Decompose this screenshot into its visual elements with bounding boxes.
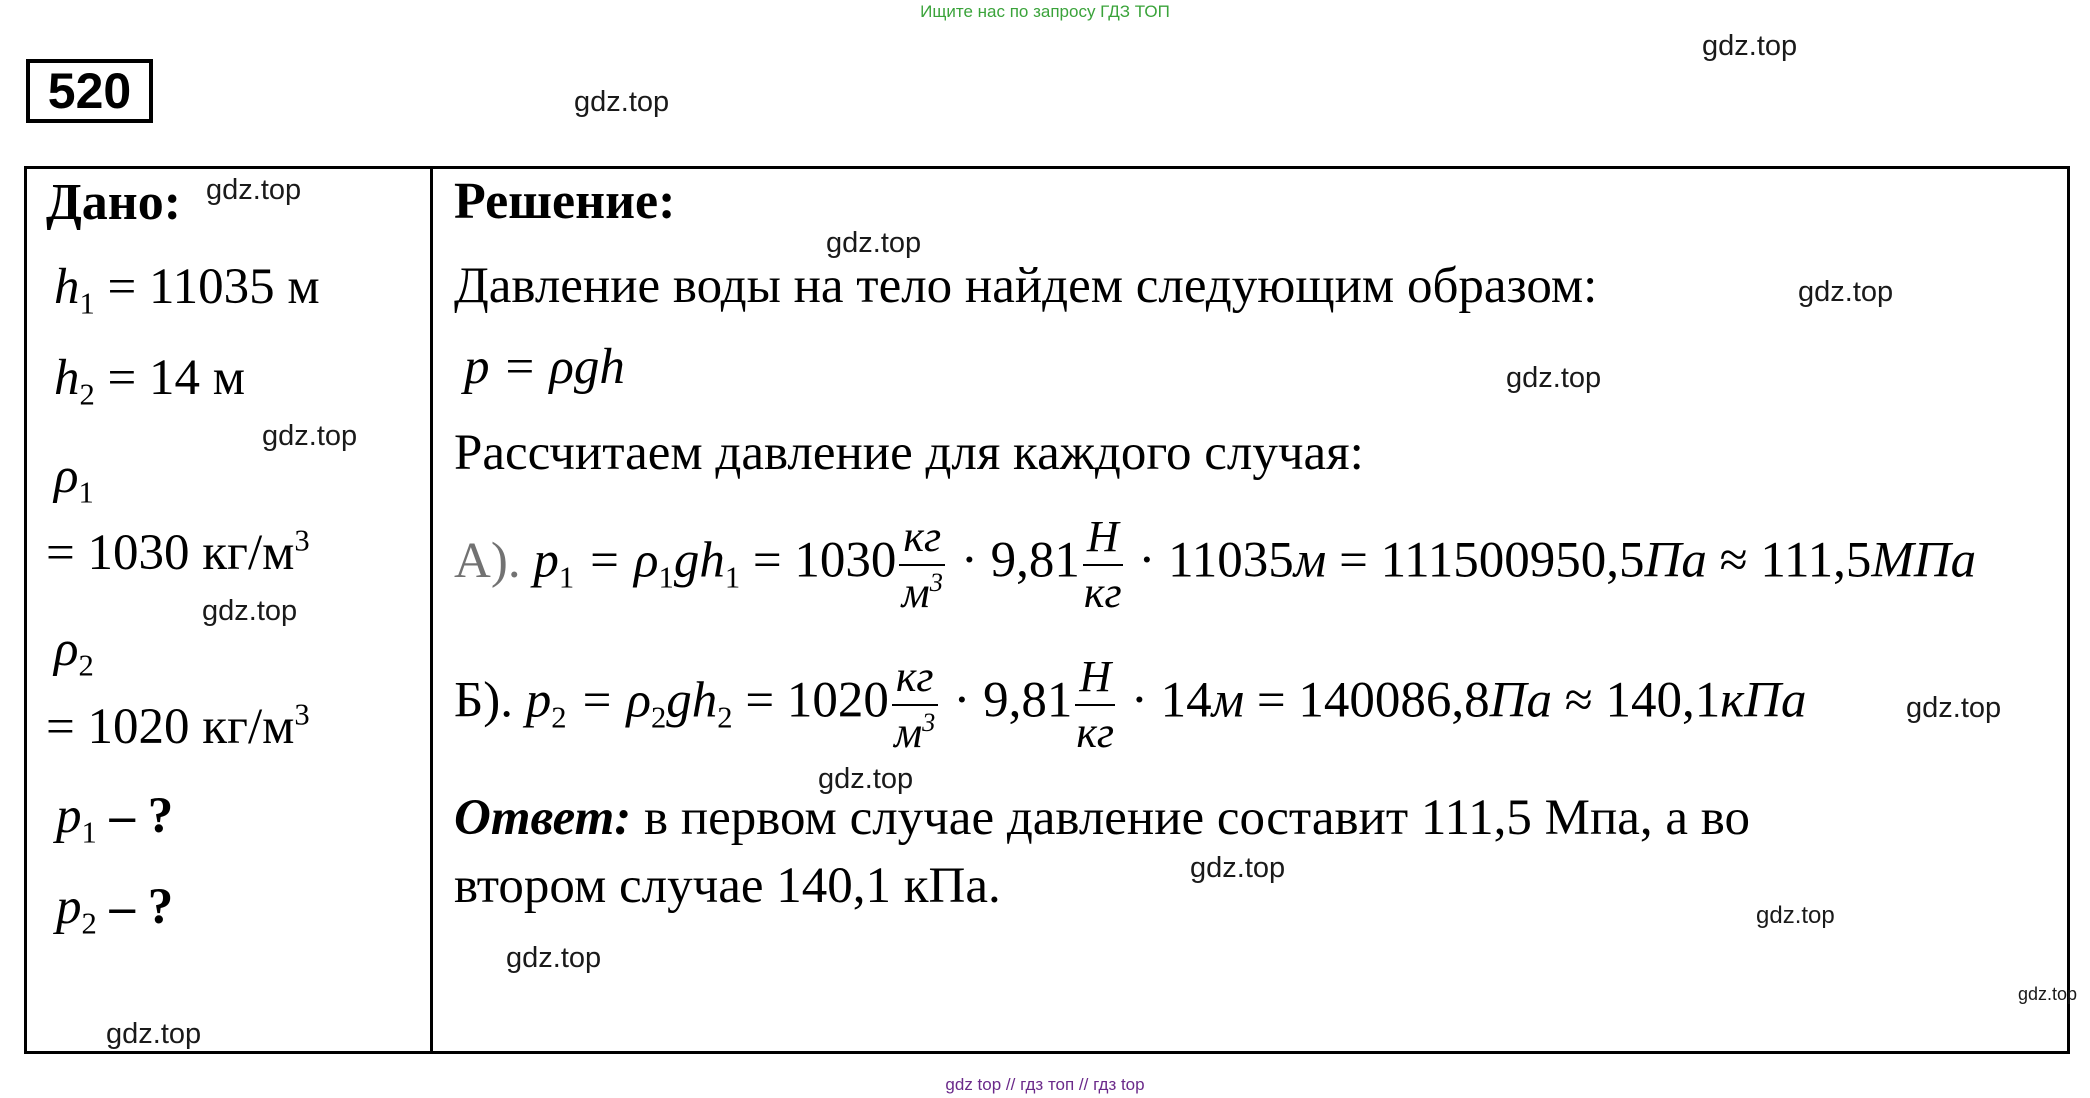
rho1-var: ρ bbox=[54, 448, 79, 504]
watermark: gdz.top bbox=[2018, 984, 2078, 1004]
case-a-unit2 bbox=[1083, 510, 1123, 620]
solution-heading: Решение: bbox=[454, 173, 676, 230]
given-p1 bbox=[56, 787, 174, 850]
answer-label: Ответ: bbox=[454, 790, 632, 846]
case-a-rho: = ρ bbox=[586, 532, 659, 589]
footer-links[interactable]: gdz top // гдз топ // гдз top bbox=[945, 1075, 1145, 1094]
case-a-lhs: p bbox=[533, 532, 559, 589]
rho1-exp: 3 bbox=[294, 523, 310, 558]
given-p2 bbox=[56, 878, 174, 941]
answer-line-2: втором случае 140,1 кПа. bbox=[454, 858, 1001, 914]
case-b-label: Б). bbox=[454, 672, 514, 729]
case-b-unit1-exp: 3 bbox=[922, 707, 936, 738]
rho2-exp: 3 bbox=[294, 697, 310, 732]
case-a-unit1-exp: 3 bbox=[929, 567, 943, 598]
case-a-coef: = 1030 bbox=[752, 532, 897, 589]
watermark: gdz.top bbox=[1798, 276, 1894, 308]
rho2-index: 2 bbox=[78, 648, 94, 683]
case-b-rho-index: 2 bbox=[650, 700, 667, 735]
case-a-h-unit: м bbox=[1293, 532, 1327, 589]
case-b-formula bbox=[454, 650, 1806, 760]
h2-index: 2 bbox=[79, 377, 95, 412]
case-a-approx-unit: МПа bbox=[1871, 532, 1977, 589]
case-a-unit1-den: м bbox=[901, 568, 930, 617]
case-a-lhs-index: 1 bbox=[558, 560, 575, 595]
case-b-h-index: 2 bbox=[717, 700, 733, 735]
p1-var: p bbox=[56, 788, 82, 844]
watermark: gdz.top bbox=[206, 174, 302, 206]
h1-value: = 11035 м bbox=[107, 259, 320, 315]
rho1-value: = 1030 кг/м bbox=[46, 525, 295, 581]
case-a-unit1 bbox=[899, 510, 945, 620]
watermark: gdz.top bbox=[202, 595, 298, 627]
h2-var: h bbox=[54, 350, 80, 406]
case-b-h-unit: м bbox=[1211, 672, 1245, 729]
case-b-result-unit: Па bbox=[1489, 672, 1553, 729]
watermark: gdz.top bbox=[1906, 692, 2002, 724]
case-b-unit2-den: кг bbox=[1076, 708, 1115, 757]
case-a-label: А). bbox=[454, 532, 521, 589]
table-divider bbox=[430, 166, 433, 1054]
case-b-g-value: · 9,81 bbox=[953, 672, 1073, 729]
watermark: gdz.top bbox=[1702, 30, 1798, 62]
answer-line-1 bbox=[454, 789, 1750, 847]
p2-index: 2 bbox=[81, 906, 97, 941]
rho1-index: 1 bbox=[78, 475, 94, 510]
pressure-formula: p = ρgh bbox=[464, 339, 625, 395]
case-a-formula bbox=[454, 510, 1976, 620]
case-a-gh: gh bbox=[673, 532, 725, 589]
h1-index: 1 bbox=[79, 286, 95, 321]
case-b-result: = 140086,8 bbox=[1256, 672, 1490, 729]
case-b-lhs-index: 2 bbox=[551, 700, 567, 735]
case-b-gh: gh bbox=[666, 672, 718, 729]
case-b-unit1-num: кг bbox=[892, 650, 938, 706]
p1-question: – ? bbox=[109, 788, 174, 844]
case-b-unit1-den: м bbox=[894, 708, 923, 757]
rho2-value: = 1020 кг/м bbox=[46, 699, 295, 755]
rho2-var: ρ bbox=[54, 621, 79, 677]
case-b-coef: = 1020 bbox=[745, 672, 889, 729]
case-a-result-unit: Па bbox=[1644, 532, 1707, 589]
case-a-g-value: · 9,81 bbox=[960, 532, 1080, 589]
watermark: gdz.top bbox=[826, 227, 922, 259]
answer-text-1: в первом случае давление составит 111,5 Мпа, а во bbox=[631, 790, 1750, 846]
h1-var: h bbox=[54, 259, 80, 315]
case-b-lhs: p bbox=[525, 672, 552, 729]
case-b-unit1 bbox=[892, 650, 938, 760]
problem-number: 520 bbox=[26, 59, 153, 123]
solution-intro: Давление воды на тело найдем следующим образом: bbox=[454, 258, 1598, 314]
watermark: gdz.top bbox=[506, 942, 602, 974]
case-a-rho-index: 1 bbox=[658, 560, 674, 595]
top-banner: Ищите нас по запросу ГДЗ ТОП bbox=[920, 2, 1170, 21]
case-a-result: = 111500950,5 bbox=[1339, 532, 1645, 589]
case-a-unit2-den: кг bbox=[1083, 568, 1122, 617]
watermark: gdz.top bbox=[1756, 902, 1835, 929]
case-a-h-value: · 11035 bbox=[1138, 532, 1294, 589]
case-b-approx: ≈ 140,1 bbox=[1564, 672, 1721, 729]
watermark: gdz.top bbox=[106, 1018, 202, 1050]
given-rho1-value bbox=[46, 524, 310, 582]
given-rho2 bbox=[54, 620, 94, 683]
watermark: gdz.top bbox=[574, 86, 670, 118]
calc-intro: Рассчитаем давление для каждого случая: bbox=[454, 425, 1364, 481]
case-a-h-index: 1 bbox=[724, 560, 741, 595]
given-rho2-value bbox=[46, 698, 310, 756]
case-a-approx: ≈ 111,5 bbox=[1719, 532, 1872, 589]
case-b-approx-unit: кПа bbox=[1720, 672, 1807, 729]
watermark: gdz.top bbox=[818, 763, 914, 795]
case-b-unit2-num: Н bbox=[1075, 650, 1115, 706]
case-a-unit2-num: Н bbox=[1083, 510, 1123, 566]
case-b-rho: = ρ bbox=[579, 672, 651, 729]
given-h2 bbox=[54, 349, 246, 412]
case-b-unit2 bbox=[1075, 650, 1115, 760]
given-heading: Дано: bbox=[46, 174, 182, 231]
watermark: gdz.top bbox=[262, 420, 358, 452]
p1-index: 1 bbox=[81, 815, 97, 850]
given-h1 bbox=[54, 258, 320, 321]
h2-value: = 14 м bbox=[107, 350, 246, 406]
p2-question: – ? bbox=[109, 879, 174, 935]
case-a-unit1-num: кг bbox=[899, 510, 945, 566]
watermark: gdz.top bbox=[1190, 852, 1286, 884]
case-b-h-value: · 14 bbox=[1130, 672, 1212, 729]
p2-var: p bbox=[56, 879, 82, 935]
watermark: gdz.top bbox=[1506, 362, 1602, 394]
given-rho1 bbox=[54, 447, 94, 510]
